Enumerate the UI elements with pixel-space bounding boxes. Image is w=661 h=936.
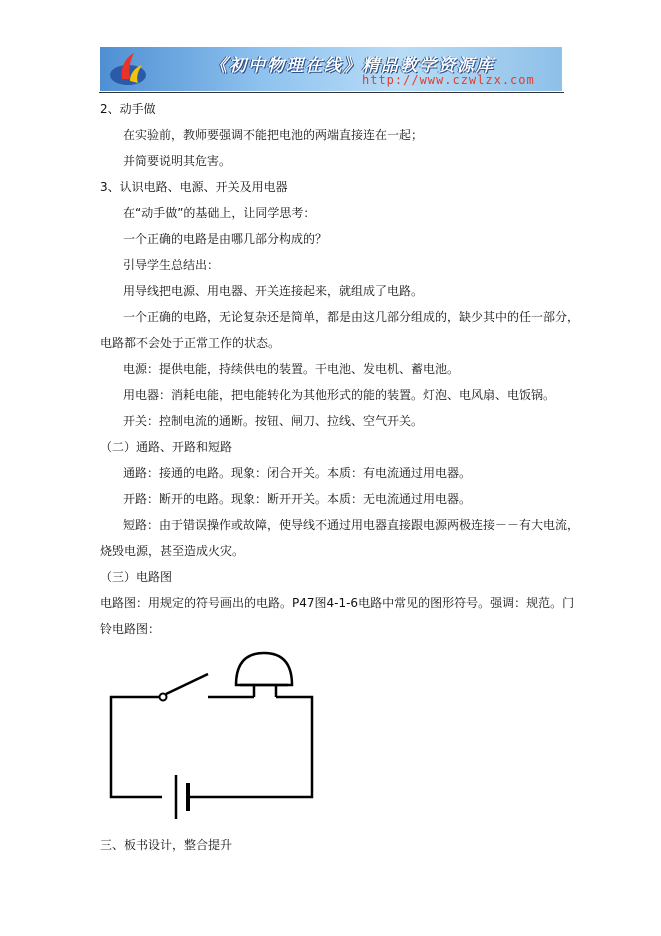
paragraph-line: 用导线把电源、用电器、开关连接起来，就组成了电路。	[123, 284, 424, 298]
paragraph-line: 在实验前，教师要强调不能把电池的两端直接连在一起；	[123, 128, 424, 142]
paragraph-line: 电路图：用规定的符号画出的电路。P47图4-1-6电路中常见的图形符号。强调：规范。门	[100, 596, 575, 610]
section-heading: 3、认识电路、电源、开关及用电器	[100, 180, 288, 194]
definition-open-circuit: 开路：断开的电路。现象：断开开关。本质：无电流通过用电器。	[123, 492, 472, 506]
paragraph-line: 电路都不会处于正常工作的状态。	[100, 336, 281, 350]
definition-switch: 开关：控制电流的通断。按钮、闸刀、拉线、空气开关。	[123, 414, 424, 428]
section-heading: 三、板书设计，整合提升	[100, 838, 233, 852]
paragraph-line: 并简要说明其危害。	[123, 154, 232, 168]
banner-url: http://www.czwlzx.com	[362, 73, 535, 87]
header-rule	[99, 92, 564, 93]
section-heading: （三）电路图	[100, 570, 173, 584]
paragraph-line: 烧毁电源，甚至造成火灾。	[100, 544, 245, 558]
paragraph-line: 引导学生总结出：	[123, 258, 220, 272]
header-banner	[100, 47, 562, 91]
definition-closed-circuit: 通路：接通的电路。现象：闭合开关。本质：有电流通过用电器。	[123, 466, 472, 480]
paragraph-line: 一个正确的电路，无论复杂还是简单，都是由这几部分组成的，缺少其中的任一部分，	[123, 310, 580, 324]
definition-appliance: 用电器：消耗电能，把电能转化为其他形式的能的装置。灯泡、电风扇、电饭锅。	[123, 388, 556, 402]
logo-icon	[108, 49, 148, 89]
section-heading: 2、动手做	[100, 102, 156, 116]
definition-short-circuit: 短路：由于错误操作或故障，使导线不通过用电器直接跟电源两极连接－－有大电流，	[123, 518, 580, 532]
banner-title: 《初中物理在线》精品教学资源库	[210, 56, 495, 76]
paragraph-line: 铃电路图：	[100, 622, 161, 636]
definition-power-source: 电源：提供电能，持续供电的装置。干电池、发电机、蓄电池。	[123, 362, 460, 376]
section-heading: （二）通路、开路和短路	[100, 440, 233, 454]
paragraph-line: 在“动手做”的基础上，让同学思考：	[123, 206, 316, 220]
paragraph-line: 一个正确的电路是由哪几部分构成的？	[123, 232, 328, 246]
doorbell-circuit-diagram	[104, 647, 324, 827]
